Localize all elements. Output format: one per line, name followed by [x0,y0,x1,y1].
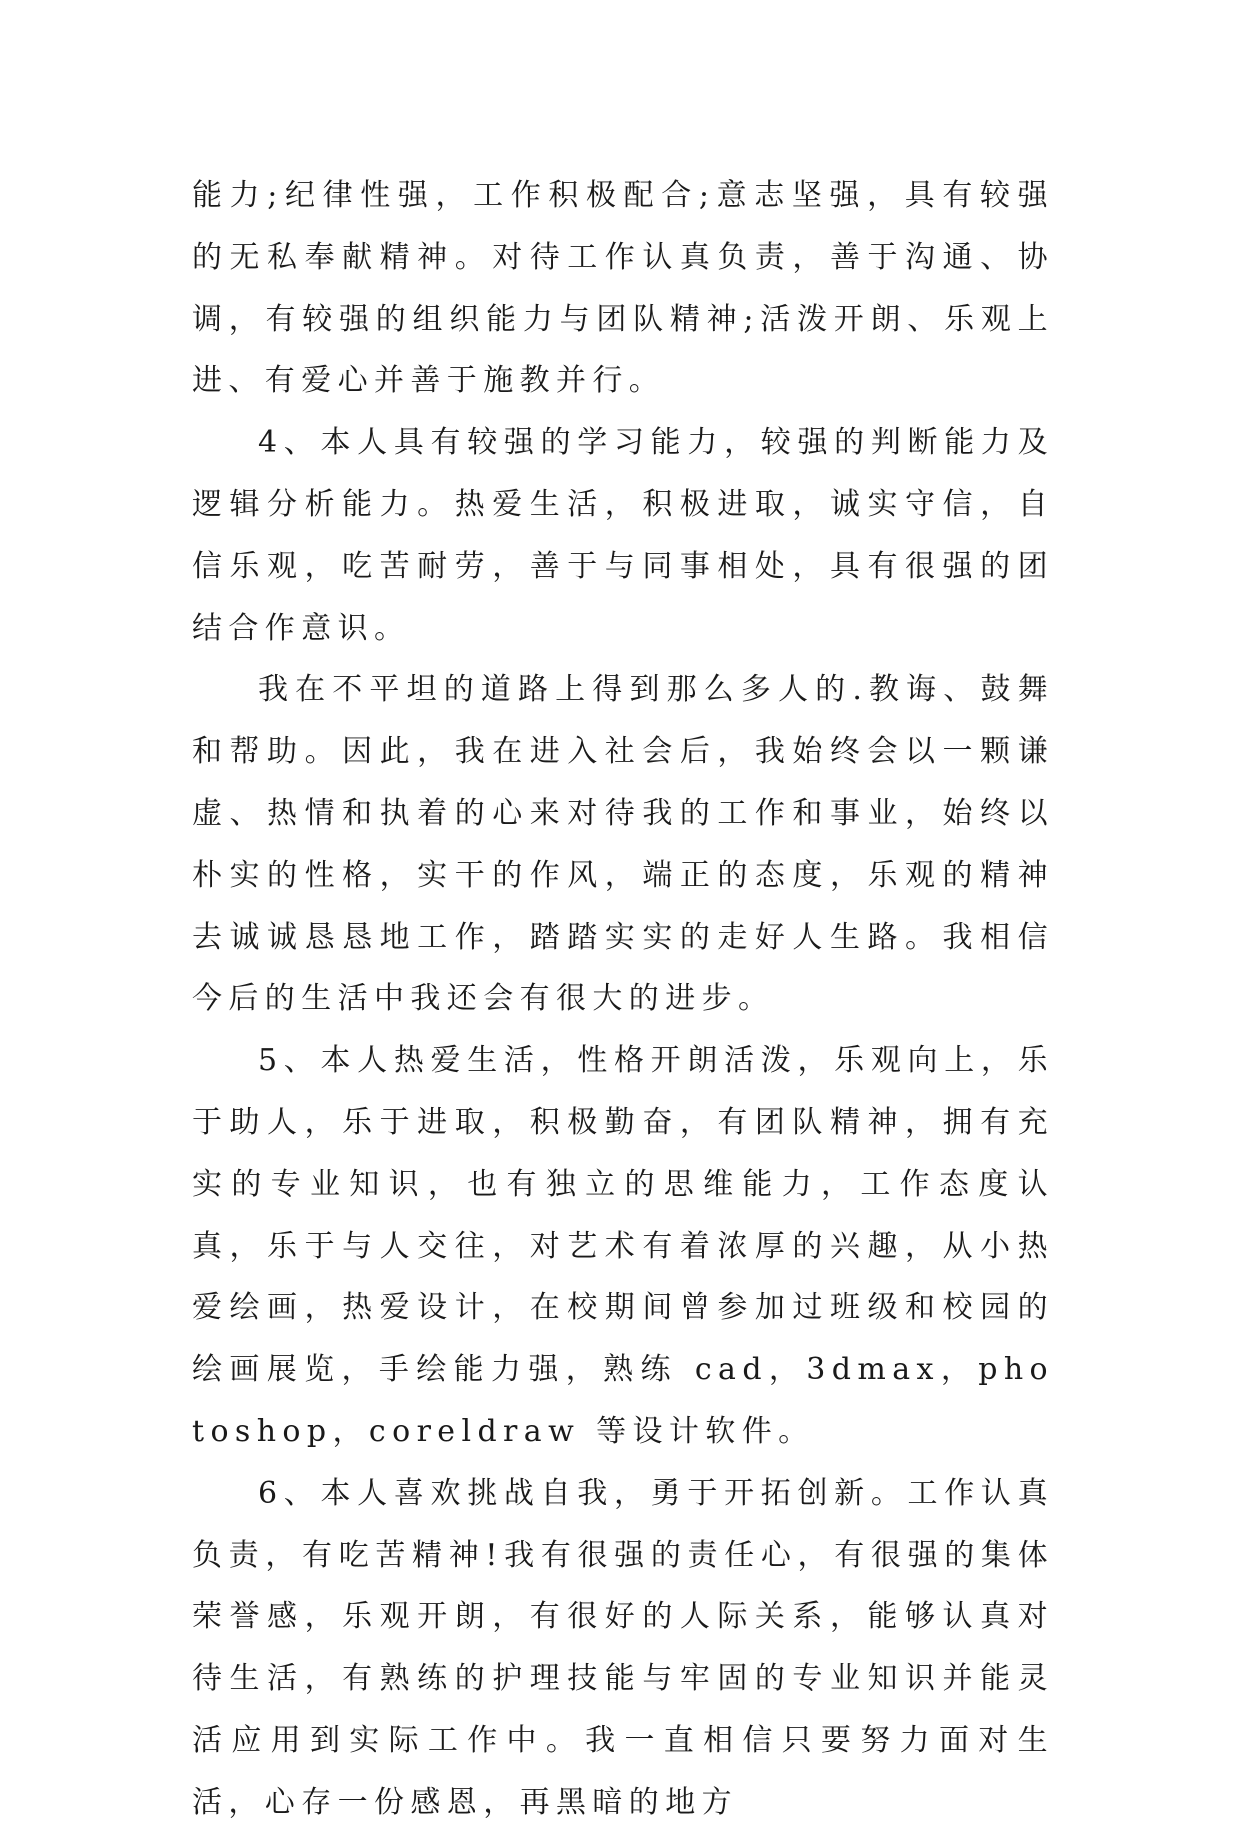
paragraph-item-5: 5、本人热爱生活，性格开朗活泼，乐观向上，乐于助人，乐于进取，积极勤奋，有团队精神，拥有充实的专业知识，也有独立的思维能力，工作态度认真，乐于与人交往，对艺术有着浓厚的兴趣，从小热爱绘画，热爱设计，在校期间曾参加过班级和校园的绘画展览，手绘能力强，熟练 cad，3dmax，photoshop，coreldraw 等设计软件。 [192,1043,1054,1449]
paragraph-continued: 能力;纪律性强，工作积极配合;意志坚强，具有较强的无私奉献精神。对待工作认真负责，善于沟通、协调，有较强的组织能力与团队精神;活泼开朗、乐观上进、有爱心并善于施教并行。 [192,178,1054,399]
paragraph-reflection: 我在不平坦的道路上得到那么多人的.教诲、鼓舞和帮助。因此，我在进入社会后，我始终会以一颗谦虚、热情和执着的心来对待我的工作和事业，始终以朴实的性格，实干的作风，端正的态度，乐观的精神去诚诚恳恳地工作，踏踏实实的走好人生路。我相信今后的生活中我还会有很大的进步。 [192,672,1054,1017]
paragraph-item-4: 4、本人具有较强的学习能力，较强的判断能力及逻辑分析能力。热爱生活，积极进取，诚实守信，自信乐观，吃苦耐劳，善于与同事相处，具有很强的团结合作意识。 [192,425,1054,646]
paragraph-item-6: 6、本人喜欢挑战自我，勇于开拓创新。工作认真负责，有吃苦精神!我有很强的责任心，有很强的集体荣誉感，乐观开朗，有很好的人际关系，能够认真对待生活，有熟练的护理技能与牢固的专业知识并能灵活应用到实际工作中。我一直相信只要努力面对生活，心存一份感恩，再黑暗的地方 [192,1475,1054,1820]
document-body [192,165,1054,1834]
